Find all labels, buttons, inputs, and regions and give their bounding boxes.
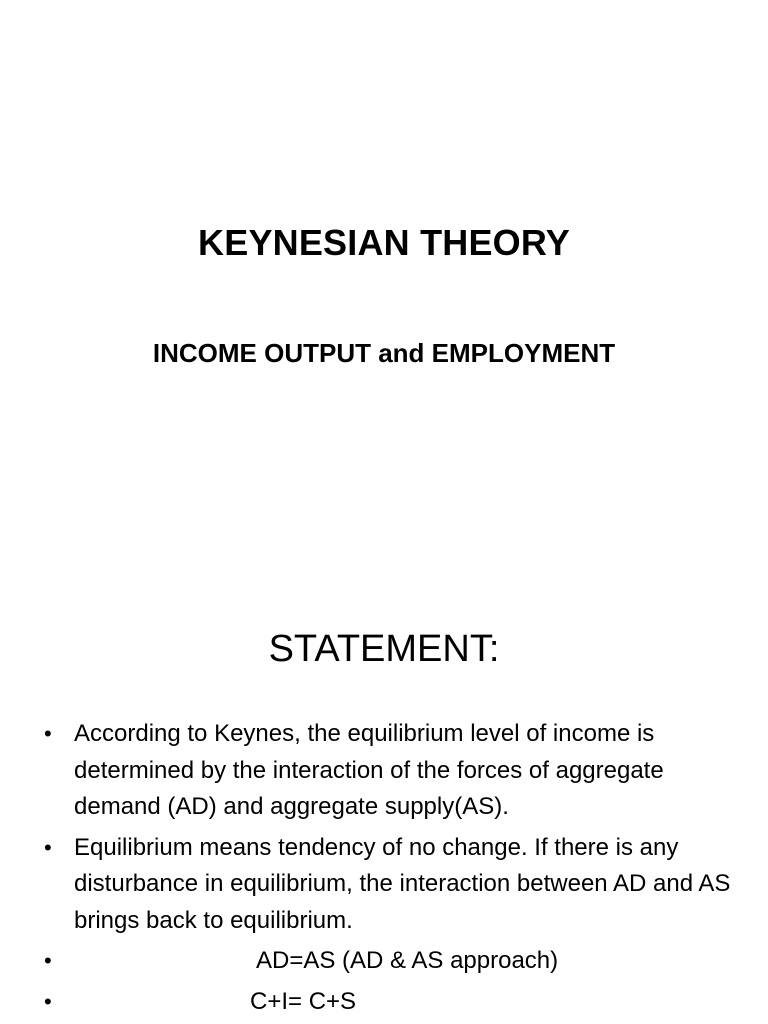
- bullet-icon: •: [44, 988, 52, 1014]
- bullet-item: [44, 830, 734, 940]
- bullet-icon: •: [44, 721, 52, 746]
- bullet-item: [44, 943, 734, 980]
- bullet-icon: •: [44, 834, 52, 860]
- bullet-text: Equilibrium means tendency of no change. If there is any disturbance in equilibrium, the interaction between AD and AS brings back to equilibrium.: [74, 833, 731, 934]
- bullet-item: [44, 716, 734, 826]
- slide-statement: [0, 512, 768, 1024]
- bullet-list: [44, 716, 734, 1024]
- bullet-text: According to Keynes, the equilibrium level of income is determined by the interaction of the forces of aggregate demand (AD) and aggregate supply(AS).: [74, 720, 664, 820]
- bullet-text: AD=AS (AD & AS approach): [256, 947, 559, 974]
- bullet-item: [44, 984, 734, 1021]
- bullet-text: C+I= C+S: [250, 987, 357, 1015]
- statement-heading: STATEMENT:: [268, 628, 500, 670]
- bullet-icon: •: [44, 948, 52, 973]
- subtitle: INCOME OUTPUT and EMPLOYMENT: [152, 338, 616, 368]
- main-title: KEYNESIAN THEORY: [198, 222, 570, 263]
